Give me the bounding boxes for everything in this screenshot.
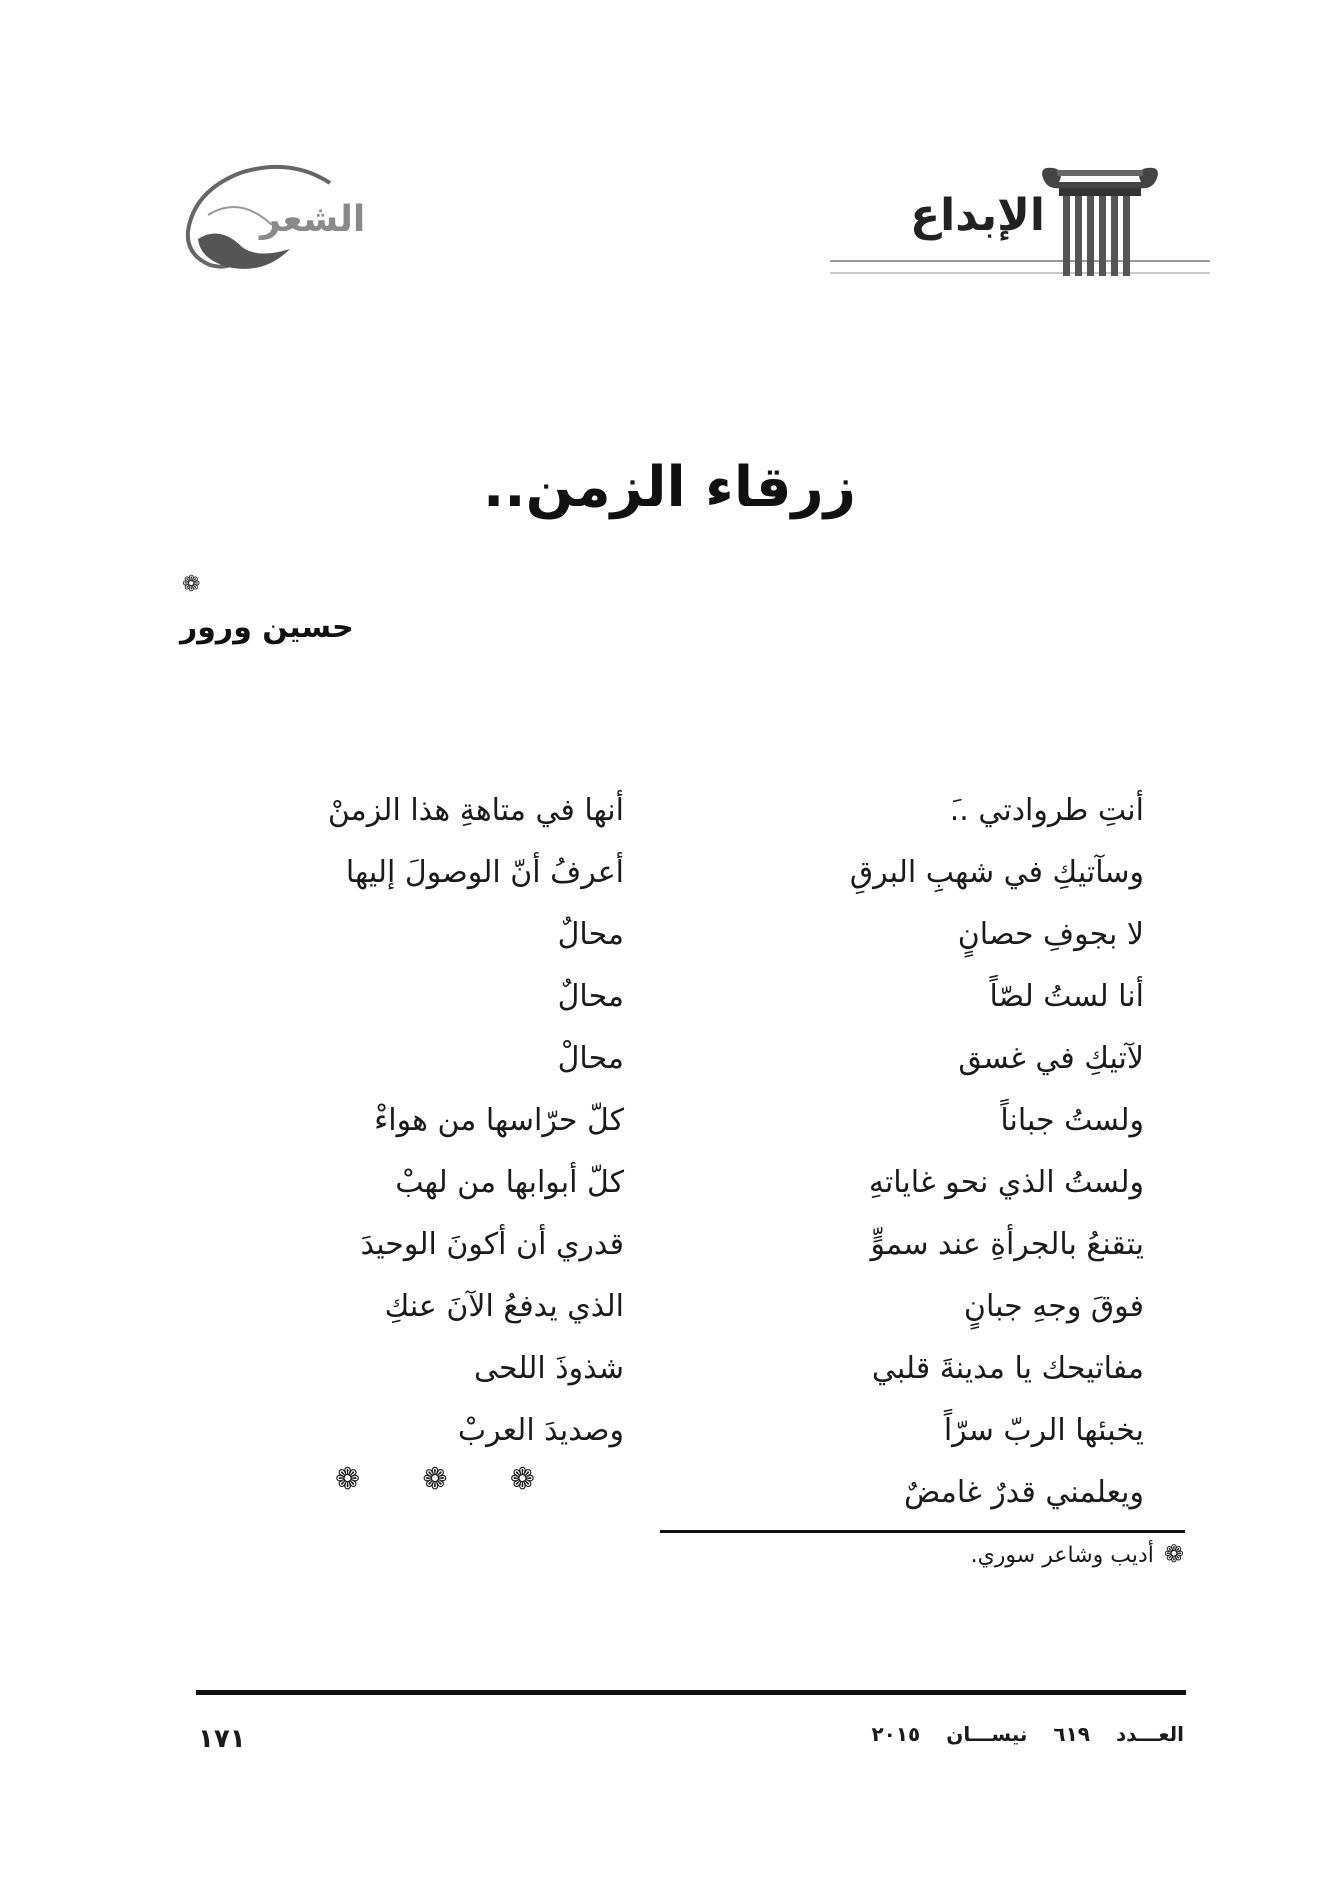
poem-line: ولستُ الذي نحو غاياتهِ	[868, 1165, 1144, 1200]
poem-line: لا بجوفِ حصانٍ	[957, 917, 1144, 952]
page-number: ١٧١	[198, 1724, 246, 1754]
poem-line: يتقنعُ بالجرأةِ عند سموٍّ	[870, 1227, 1144, 1262]
footnote-rule	[660, 1530, 1185, 1533]
issue-month: نيســـان	[946, 1722, 1028, 1746]
poem-title: زرقاء الزمن..	[483, 455, 856, 520]
poem-line: أنا لستُ لصّاً	[989, 979, 1144, 1014]
section-label: الإبداع	[910, 190, 1045, 241]
poem-line: مفاتيحك يا مدينةَ قلبي	[871, 1351, 1144, 1386]
footnote-marker-icon: ❁	[1163, 1540, 1184, 1568]
end-ornaments	[335, 1462, 535, 1497]
poem-line: ولستُ جباناً	[1000, 1103, 1144, 1138]
poem-line: الذي يدفعُ الآنَ عنكِ	[384, 1289, 624, 1324]
issue-info	[845, 1722, 1184, 1746]
poetry-label: الشعر	[260, 199, 366, 240]
author-name: حسين ورور	[180, 610, 354, 645]
issue-number: ٦١٩	[1053, 1722, 1091, 1746]
poem-line: أنها في متاهةِ هذا الزمنْ	[327, 793, 624, 828]
flower-ornament-icon: ❁	[422, 1462, 448, 1497]
poem-column-right	[664, 780, 1144, 1524]
poem-line: قدري أن أكونَ الوحيدَ	[360, 1227, 624, 1262]
author-marker-icon: ❁	[182, 572, 201, 597]
poem-line: أنتِ طروادتي ..َ	[949, 793, 1144, 828]
poem-line: وصديدَ العربْ	[457, 1413, 624, 1448]
footnote	[971, 1540, 1184, 1568]
poem-line: شذوذَ اللحى	[473, 1351, 624, 1386]
poem-line: لآتيكِ في غسق	[958, 1041, 1144, 1076]
footnote-text: أديب وشاعر سوري.	[970, 1543, 1154, 1568]
poem-line: محالٌ	[557, 917, 624, 952]
section-emblem	[830, 160, 1210, 285]
poem-line: ويعلمني قدرٌ غامضٌ	[904, 1475, 1144, 1510]
poem-line: محالٌ	[557, 979, 624, 1014]
poetry-emblem	[180, 155, 380, 285]
poem-line: فوقَ وجهِ جبانٍ	[963, 1289, 1144, 1324]
poem-line: يخبئها الربّ سرّاً	[943, 1413, 1144, 1448]
column-icon	[1035, 160, 1165, 280]
flower-ornament-icon: ❁	[509, 1462, 535, 1497]
issue-year: ٢٠١٥	[871, 1722, 921, 1746]
poem-column-left	[204, 780, 624, 1462]
poem-line: محالْ	[557, 1041, 624, 1076]
poem-line: كلّ حرّاسها من هواءْ	[374, 1103, 624, 1138]
issue-label: العـــدد	[1116, 1722, 1184, 1746]
flower-ornament-icon: ❁	[335, 1462, 361, 1497]
poem-line: وسآتيكِ في شهبِ البرقِ	[849, 855, 1144, 890]
poem-line: كلّ أبوابها من لهبْ	[395, 1165, 624, 1200]
footer-rule	[196, 1690, 1186, 1695]
poem-line: أعرفُ أنّ الوصولَ إليها	[345, 855, 624, 890]
